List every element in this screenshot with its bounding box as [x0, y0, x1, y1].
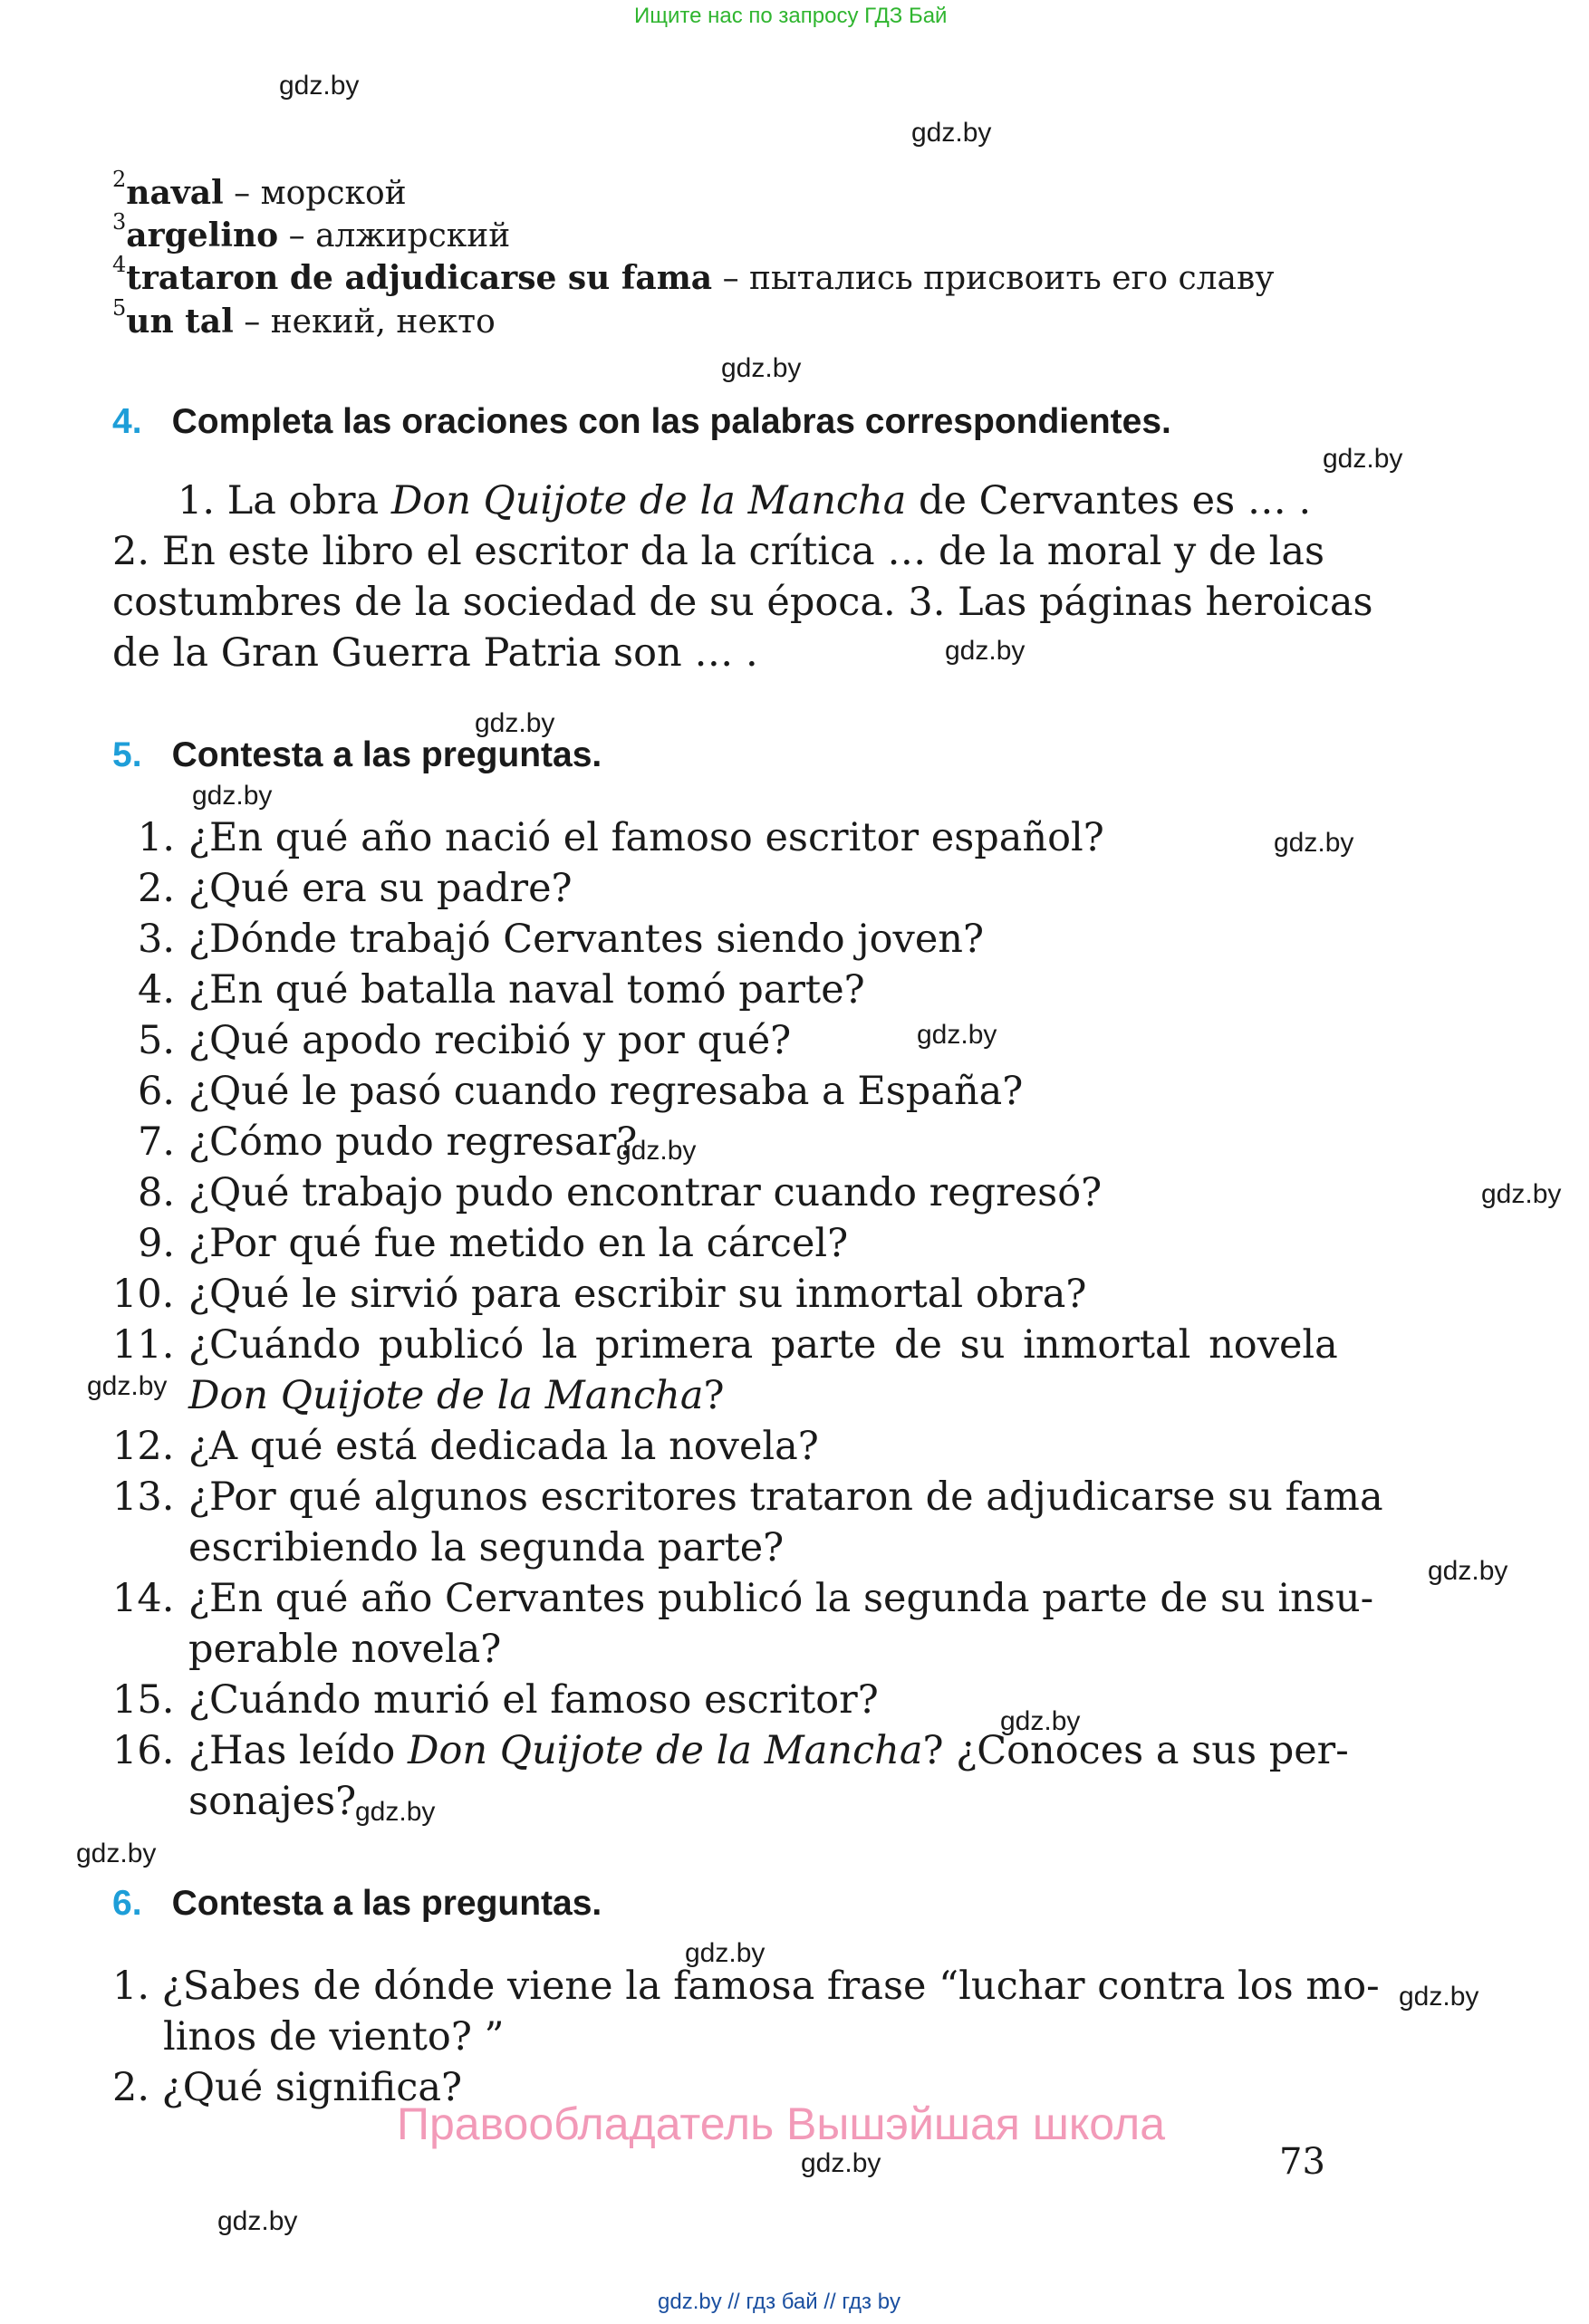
question-item: 10. ¿Qué le sirvió para escribir su inmortal obra? [112, 1272, 1087, 1317]
watermark: gdz.by [1323, 444, 1403, 474]
footnote: $^4$trataron de adjudicarse su fama – пытались присвоить его славу [112, 252, 1275, 297]
question-item: 11. ¿Cuándo publicó la primera parte de su inmortal novela [112, 1322, 1338, 1368]
footnote: $^5$un tal – некий, некто [112, 295, 496, 341]
exercise-4-heading [112, 402, 1171, 442]
question-item: 16. ¿Has leído Don Quijote de la Mancha? ¿Conoces a sus per- [112, 1728, 1349, 1773]
exercise-title: Contesta a las preguntas. [171, 1884, 602, 1923]
question-item: 7. ¿Cómo pudo regresar? [138, 1119, 638, 1165]
question-item: 3. ¿Dónde trabajó Cervantes siendo joven? [138, 917, 985, 962]
question-item-continuation: linos de viento? ” [163, 2014, 505, 2060]
watermark: gdz.by [192, 781, 273, 811]
exercise-number: 5. [112, 735, 142, 774]
watermark: gdz.by [355, 1797, 436, 1827]
exercise-number: 4. [112, 402, 142, 441]
exercise-5-heading [112, 735, 602, 775]
watermark: gdz.by [616, 1136, 697, 1166]
watermark: gdz.by [475, 708, 555, 738]
exercise-4-line: 2. En este libro el escritor da la crítica … de la moral y de las [112, 529, 1325, 574]
question-item-continuation: perable novela? [188, 1627, 502, 1672]
watermark: gdz.by [917, 1020, 997, 1050]
question-item: 8. ¿Qué trabajo pudo encontrar cuando regresó? [138, 1170, 1103, 1215]
watermark: gdz.by [1399, 1982, 1479, 2012]
question-item: 4. ¿En qué batalla naval tomó parte? [138, 967, 865, 1013]
question-item-continuation: sonajes? [188, 1779, 357, 1824]
watermark: gdz.by [217, 2206, 298, 2236]
question-item: 1. ¿En qué año nació el famoso escritor español? [138, 815, 1104, 860]
watermark: gdz.by [76, 1839, 157, 1868]
question-item: 13. ¿Por qué algunos escritores trataron de adjudicarse su fama [112, 1474, 1383, 1520]
watermark: gdz.by [1274, 828, 1354, 858]
watermark: gdz.by [279, 71, 360, 101]
watermark: gdz.by [685, 1938, 766, 1968]
watermark: gdz.by [1481, 1179, 1562, 1209]
footnote: $^2$naval – морской [112, 167, 407, 212]
question-item: 5. ¿Qué apodo recibió y por qué? [138, 1018, 792, 1063]
exercise-4-line: costumbres de la sociedad de su época. 3. Las páginas heroicas [112, 580, 1373, 625]
footer-links[interactable]: gdz.by // гдз бай // гдз by [658, 2290, 901, 2314]
watermark: gdz.by [87, 1371, 168, 1401]
watermark: gdz.by [911, 118, 992, 148]
question-item-continuation: Don Quijote de la Mancha? [188, 1373, 725, 1418]
exercise-4-line: 1. La obra Don Quijote de la Mancha de Cervantes es … . [178, 478, 1312, 523]
exercise-title: Contesta a las preguntas. [171, 735, 602, 774]
question-item: 2. ¿Qué era su padre? [138, 866, 573, 911]
question-item: 6. ¿Qué le pasó cuando regresaba a España? [138, 1069, 1024, 1114]
question-item: 14. ¿En qué año Cervantes publicó la segunda parte de su insu- [112, 1576, 1374, 1621]
page-number: 73 [1279, 2141, 1325, 2183]
exercise-6-heading [112, 1884, 602, 1924]
exercise-title: Completa las oraciones con las palabras correspondientes. [171, 402, 1171, 441]
question-item: 2. ¿Qué significa? [112, 2065, 463, 2110]
question-item: 12. ¿A qué está dedicada la novela? [112, 1424, 819, 1469]
exercise-number: 6. [112, 1884, 142, 1923]
exercise-4-line: de la Gran Guerra Patria son … . [112, 630, 758, 676]
question-item-continuation: escribiendo la segunda parte? [188, 1525, 785, 1570]
footnote: $^3$argelino – алжирский [112, 209, 511, 254]
watermark: gdz.by [801, 2148, 881, 2178]
question-item: 9. ¿Por qué fue metido en la cárcel? [138, 1221, 849, 1266]
watermark: gdz.by [1428, 1556, 1508, 1586]
watermark: gdz.by [945, 636, 1026, 666]
watermark: gdz.by [1000, 1706, 1081, 1736]
watermark: gdz.by [721, 353, 802, 383]
question-item: 15. ¿Cuándo murió el famoso escritor? [112, 1677, 879, 1723]
copyright-notice: Правообладатель Вышэйшая школа [397, 2098, 1165, 2149]
question-item: 1. ¿Sabes de dónde viene la famosa frase “luchar contra los mo- [112, 1964, 1380, 2009]
top-banner[interactable]: Ищите нас по запросу ГДЗ Бай [634, 4, 948, 28]
